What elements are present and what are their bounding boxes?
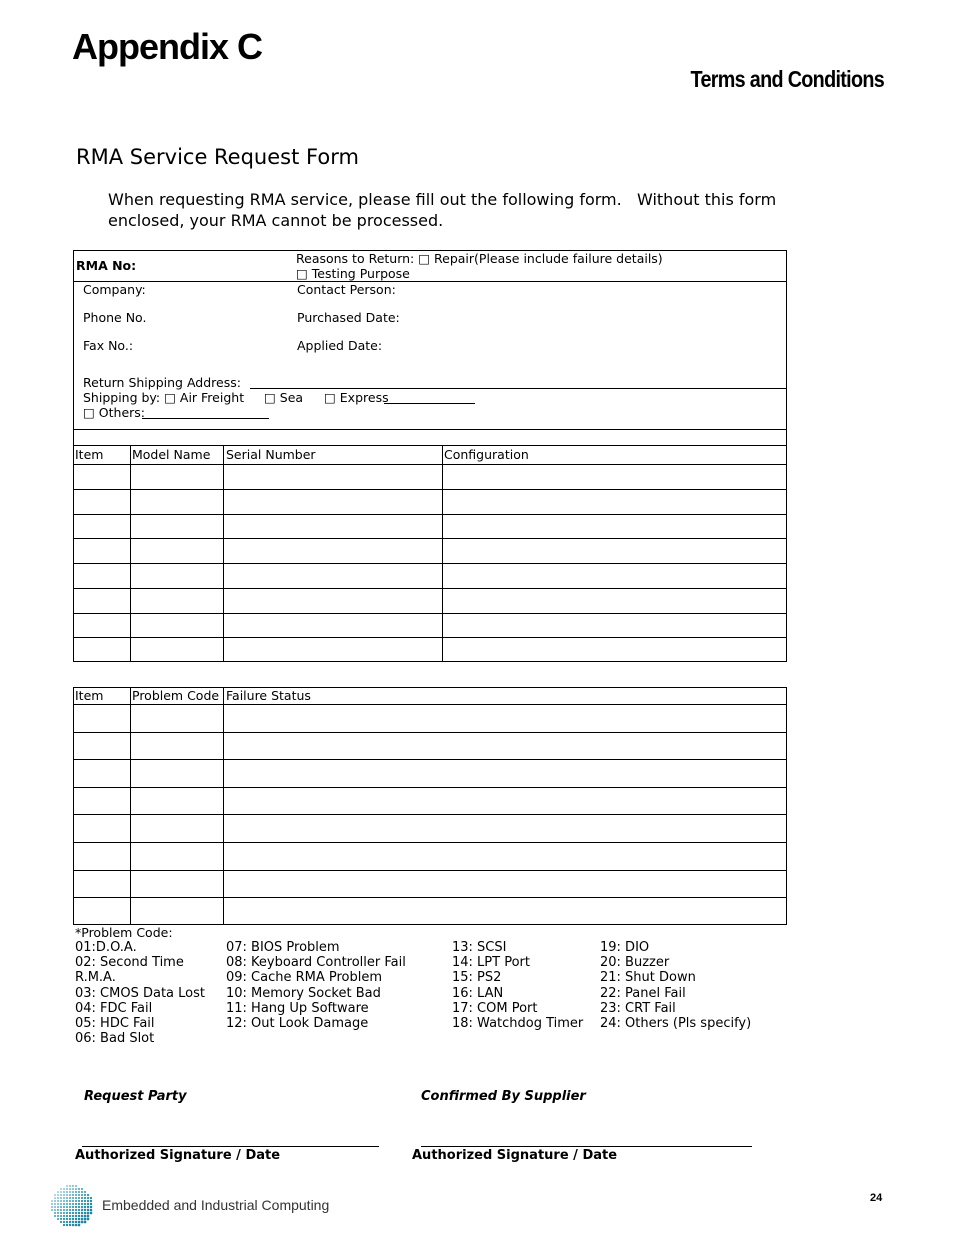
logo-dot <box>87 1209 90 1212</box>
logo-dot <box>54 1212 56 1214</box>
table1-header-config: Configuration <box>444 447 529 462</box>
logo-dot <box>81 1200 83 1202</box>
logo-dot <box>81 1209 83 1211</box>
logo-dot <box>87 1200 89 1202</box>
logo-dot <box>72 1197 74 1199</box>
table2-header-item: Item <box>75 688 104 703</box>
logo-dot <box>63 1188 65 1190</box>
logo-dot <box>60 1209 62 1211</box>
logo-dot <box>75 1215 77 1217</box>
problem-code-column-4 <box>600 940 751 1031</box>
problem-code-column-1 <box>75 940 205 1046</box>
logo-dot <box>63 1218 65 1220</box>
logo-dot <box>69 1215 71 1217</box>
logo-dot <box>75 1194 77 1196</box>
table1-header-item: Item <box>75 447 104 462</box>
logo-dot <box>75 1200 77 1202</box>
logo-dot <box>78 1188 80 1190</box>
reasons-testing: □ Testing Purpose <box>296 266 410 281</box>
logo-dot <box>87 1218 90 1221</box>
logo-dot <box>66 1212 68 1214</box>
logo-dot <box>63 1191 65 1193</box>
table1-header-model: Model Name <box>132 447 211 462</box>
logo-dot <box>66 1197 68 1199</box>
logo-dot <box>81 1197 83 1199</box>
logo-dot <box>63 1212 65 1214</box>
logo-dot <box>57 1200 59 1202</box>
fax-label: Fax No.: <box>83 338 134 353</box>
logo-dot <box>84 1215 87 1218</box>
table1-row <box>73 464 787 489</box>
logo-dot <box>66 1224 68 1226</box>
logo-dot <box>75 1203 77 1205</box>
logo-dot <box>75 1212 77 1214</box>
logo-dot <box>69 1185 71 1187</box>
logo-dot <box>57 1215 59 1217</box>
table2-row <box>73 787 787 815</box>
problem-code-heading: *Problem Code: <box>75 925 173 940</box>
globe-dots-icon <box>50 1184 94 1228</box>
problem-code-item: 19: DIO <box>600 940 650 955</box>
logo-dot <box>60 1203 62 1205</box>
logo-dot <box>90 1200 92 1202</box>
logo-dot <box>66 1203 68 1205</box>
problem-code-item: 08: Keyboard Controller Fail <box>226 955 406 971</box>
logo-dot <box>63 1209 65 1211</box>
logo-dot <box>78 1206 80 1208</box>
logo-dot <box>72 1185 74 1187</box>
request-party-label: Request Party <box>84 1089 187 1104</box>
logo-dot <box>78 1215 80 1217</box>
logo-dot <box>75 1188 77 1190</box>
logo-dot <box>72 1209 74 1211</box>
table1-row <box>73 489 787 514</box>
shipping-sea: □ Sea <box>264 390 304 405</box>
logo-dot <box>72 1218 74 1220</box>
others-line <box>142 418 269 419</box>
logo-dot <box>78 1221 81 1224</box>
logo-dot <box>72 1206 74 1208</box>
phone-label: Phone No. <box>83 310 147 325</box>
logo-dot <box>69 1197 71 1199</box>
logo-dot <box>66 1221 68 1223</box>
problem-code-item: 17: COM Port <box>452 1000 538 1016</box>
logo-dot <box>57 1197 59 1199</box>
logo-dot <box>84 1221 87 1224</box>
logo-dot <box>78 1209 80 1211</box>
logo-dot <box>51 1206 53 1208</box>
logo-dot <box>60 1191 62 1193</box>
logo-dot <box>81 1221 84 1224</box>
logo-dot <box>81 1218 84 1221</box>
logo-dot <box>69 1188 71 1190</box>
table2-row <box>73 814 787 842</box>
logo-dot <box>54 1194 56 1196</box>
logo-dot <box>87 1206 89 1208</box>
problem-code-item: 22: Panel Fail <box>600 985 686 1001</box>
problem-code-item: 12: Out Look Damage <box>226 1016 369 1032</box>
logo-dot <box>72 1191 74 1193</box>
purchased-label: Purchased Date: <box>297 310 400 325</box>
logo-dot <box>57 1203 59 1205</box>
problem-code-item: 23: CRT Fail <box>600 1000 676 1016</box>
table2-row <box>73 842 787 870</box>
logo-dot <box>81 1191 83 1193</box>
logo-dot <box>78 1200 80 1202</box>
logo-dot <box>54 1200 56 1202</box>
logo-dot <box>87 1215 90 1218</box>
logo-dot <box>57 1218 59 1220</box>
logo-dot <box>57 1194 59 1196</box>
logo-dot <box>84 1191 86 1193</box>
logo-dot <box>57 1212 59 1214</box>
problem-code-item: 03: CMOS Data Lost <box>75 985 205 1001</box>
signature-line-right <box>421 1146 752 1147</box>
logo-dot <box>54 1206 56 1208</box>
logo-dot <box>69 1191 71 1193</box>
auth-signature-right: Authorized Signature / Date <box>412 1148 618 1163</box>
logo-dot <box>66 1185 68 1187</box>
logo-dot <box>84 1209 86 1211</box>
logo-dot <box>78 1212 80 1214</box>
logo-dot <box>72 1194 74 1196</box>
logo-dot <box>60 1194 62 1196</box>
logo-dot <box>57 1206 59 1208</box>
logo-dot <box>84 1200 86 1202</box>
logo-dot <box>51 1200 53 1202</box>
problem-code-item: 02: Second Time <box>75 955 184 971</box>
rma-no-label: RMA No: <box>76 258 137 273</box>
logo-dot <box>66 1188 68 1190</box>
logo-dot <box>72 1224 75 1227</box>
table2-row <box>73 897 787 925</box>
page-number: 24 <box>870 1192 883 1204</box>
logo-dot <box>75 1209 77 1211</box>
logo-dot <box>69 1218 71 1220</box>
problem-code-item: 13: SCSI <box>452 940 507 955</box>
contact-label: Contact Person: <box>297 282 396 297</box>
logo-dot <box>90 1209 93 1212</box>
logo-dot <box>54 1215 56 1217</box>
logo-dot <box>78 1194 80 1196</box>
table1-row <box>73 538 787 563</box>
table2-row <box>73 704 787 732</box>
logo-dot <box>78 1191 80 1193</box>
logo-dot <box>72 1203 74 1205</box>
signature-line-left <box>82 1146 379 1147</box>
problem-code-item: 14: LPT Port <box>452 955 530 971</box>
return-address-line <box>250 388 786 389</box>
form-intro: When requesting RMA service, please fill out the following form. Without this form enclosed, your RMA cannot be processed. <box>108 190 782 230</box>
logo-dot <box>60 1221 62 1223</box>
problem-code-column-2 <box>226 940 406 1031</box>
logo-dot <box>57 1191 59 1193</box>
problem-code-item: 07: BIOS Problem <box>226 940 340 955</box>
logo-dot <box>84 1218 87 1221</box>
logo-dot <box>60 1197 62 1199</box>
table1-row <box>73 514 787 539</box>
logo-dot <box>90 1212 93 1215</box>
logo-dot <box>81 1215 84 1218</box>
logo-dot <box>66 1191 68 1193</box>
logo-dot <box>60 1200 62 1202</box>
logo-dot <box>66 1194 68 1196</box>
spacer-box <box>73 429 787 446</box>
shipping-by-label: Shipping by: □ Air Freight <box>83 390 245 405</box>
logo-dot <box>90 1206 93 1209</box>
company-label: Company: <box>83 282 146 297</box>
problem-code-item: 04: FDC Fail <box>75 1000 153 1016</box>
confirmed-by-label: Confirmed By Supplier <box>421 1089 586 1104</box>
logo-dot <box>60 1206 62 1208</box>
problem-code-item: 16: LAN <box>452 985 504 1001</box>
logo-dot <box>84 1194 86 1196</box>
logo-dot <box>60 1188 62 1190</box>
table2-row <box>73 870 787 898</box>
logo-dot <box>69 1212 71 1214</box>
logo-dot <box>66 1200 68 1202</box>
logo-dot <box>63 1200 65 1202</box>
problem-code-column-3 <box>452 940 583 1031</box>
logo-dot <box>60 1212 62 1214</box>
logo-dot <box>69 1194 71 1196</box>
logo-dot <box>81 1188 83 1190</box>
logo-dot <box>78 1203 80 1205</box>
express-line <box>384 403 475 404</box>
problem-code-item: 15: PS2 <box>452 970 502 986</box>
table2-row <box>73 759 787 787</box>
problem-code-item: 10: Memory Socket Bad <box>226 985 381 1001</box>
logo-dot <box>81 1203 83 1205</box>
logo-dot <box>81 1206 83 1208</box>
logo-dot <box>69 1209 71 1211</box>
problem-code-item: R.M.A. <box>75 970 116 986</box>
logo-dot <box>69 1224 71 1226</box>
logo-dot <box>63 1224 65 1226</box>
logo-dot <box>90 1197 92 1199</box>
logo-dot <box>51 1203 53 1205</box>
logo-dot <box>81 1212 83 1214</box>
shipping-express: □ Express <box>324 390 389 405</box>
logo-dot <box>69 1206 71 1208</box>
logo-dot <box>60 1215 62 1217</box>
logo-dot <box>72 1221 74 1223</box>
logo-dot <box>63 1194 65 1196</box>
auth-signature-left: Authorized Signature / Date <box>75 1148 281 1163</box>
problem-code-item: 20: Buzzer <box>600 955 670 971</box>
problem-code-item: 06: Bad Slot <box>75 1031 155 1047</box>
form-title: RMA Service Request Form <box>76 145 359 169</box>
logo-dot <box>84 1197 86 1199</box>
problem-code-item: 24: Others (Pls specify) <box>600 1016 752 1032</box>
logo-dot <box>75 1221 78 1224</box>
rma-info-divider <box>73 281 787 282</box>
logo-dot <box>75 1218 77 1220</box>
table2-header-status: Failure Status <box>226 688 311 703</box>
logo-dot <box>72 1200 74 1202</box>
logo-dot <box>54 1209 56 1211</box>
table2-row <box>73 732 787 760</box>
others-label: □ Others: <box>83 405 145 420</box>
logo-dot <box>51 1209 53 1211</box>
logo-dot <box>63 1206 65 1208</box>
logo-dot <box>66 1218 68 1220</box>
logo-dot <box>72 1215 74 1217</box>
problem-code-item: 18: Watchdog Timer <box>452 1016 584 1032</box>
logo-dot <box>75 1191 77 1193</box>
logo-dot <box>78 1224 81 1227</box>
logo-dot <box>69 1200 71 1202</box>
table1-row <box>73 613 787 638</box>
logo-dot <box>78 1218 81 1221</box>
problem-code-item: 01:D.O.A. <box>75 940 137 955</box>
problem-code-item: 21: Shut Down <box>600 970 696 986</box>
logo-dot <box>90 1203 92 1205</box>
logo-dot <box>60 1218 62 1220</box>
logo-dot <box>66 1209 68 1211</box>
applied-label: Applied Date: <box>297 338 383 353</box>
return-address-label: Return Shipping Address: <box>83 375 241 390</box>
logo-dot <box>87 1203 89 1205</box>
logo-dot <box>87 1194 89 1196</box>
logo-dot <box>69 1203 71 1205</box>
logo-dot <box>63 1221 65 1223</box>
logo-dot <box>84 1212 87 1215</box>
logo-dot <box>66 1206 68 1208</box>
logo-dot <box>72 1188 74 1190</box>
logo-dot <box>75 1206 77 1208</box>
logo-dot <box>69 1221 71 1223</box>
problem-code-item: 05: HDC Fail <box>75 1016 155 1032</box>
table1-header-serial: Serial Number <box>226 447 316 462</box>
page-title: Appendix C <box>72 26 263 67</box>
table1-row <box>73 563 787 588</box>
logo-dot <box>75 1224 78 1227</box>
section-title: Terms and Conditions <box>690 66 884 92</box>
footer-company-text: Embedded and Industrial Computing <box>102 1197 330 1213</box>
logo-dot <box>84 1203 86 1205</box>
logo-dot <box>72 1212 74 1214</box>
reasons-label: Reasons to Return: □ Repair(Please include failure details) <box>296 251 663 266</box>
problem-code-item: 11: Hang Up Software <box>226 1000 369 1016</box>
logo-dot <box>66 1215 68 1217</box>
logo-dot <box>63 1203 65 1205</box>
table1-row <box>73 637 787 662</box>
logo-dot <box>87 1197 89 1199</box>
table1-row <box>73 588 787 613</box>
logo-dot <box>63 1215 65 1217</box>
logo-dot <box>57 1209 59 1211</box>
logo-dot <box>78 1197 80 1199</box>
logo-dot <box>54 1203 56 1205</box>
table2-header-code: Problem Code <box>132 688 220 703</box>
problem-code-item: 09: Cache RMA Problem <box>226 970 383 986</box>
logo-dot <box>75 1185 77 1187</box>
logo-dot <box>75 1197 77 1199</box>
logo-dot <box>54 1197 56 1199</box>
logo-dot <box>87 1212 90 1215</box>
logo-dot <box>63 1197 65 1199</box>
logo-dot <box>84 1206 86 1208</box>
logo-dot <box>81 1194 83 1196</box>
